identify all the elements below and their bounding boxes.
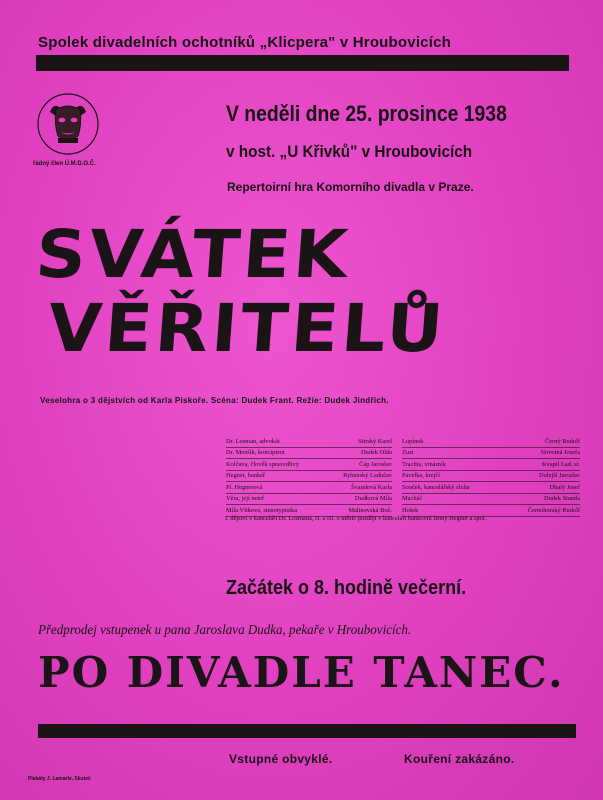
member-caption: řádný člen Ú.M.D.O.Č. bbox=[33, 161, 96, 167]
cast-role: Pavelka, krejčí bbox=[402, 470, 502, 482]
society-heading: Spolek divadelních ochotníků „Klicpera" v Hroubovicích bbox=[38, 34, 451, 51]
cast-row bbox=[226, 436, 392, 447]
cast-role: Macháč bbox=[402, 493, 502, 505]
cast-actor: Novotná Josefa bbox=[502, 447, 580, 459]
bottom-rule bbox=[38, 724, 576, 738]
cast-row bbox=[226, 447, 392, 459]
start-time: Začátek o 8. hodině večerní. bbox=[226, 577, 467, 599]
cast-actor: Rybenský Ladislav bbox=[325, 470, 392, 482]
cast-row bbox=[226, 493, 392, 505]
cast-actor: Dolejší Jaroslav bbox=[502, 470, 580, 482]
cast-actor: Kvapil Lad. st. bbox=[502, 459, 580, 471]
repertoire-note: Repertoirní hra Komorního divadla v Praze. bbox=[227, 180, 474, 194]
entry-fee-note: Vstupné obvyklé. bbox=[229, 752, 333, 766]
cast-actor: Dudek Standa bbox=[502, 493, 580, 505]
cast-actor: Stirský Karel bbox=[325, 436, 392, 447]
cast-row bbox=[226, 459, 392, 471]
scene-note: I. dějství v kanceláři Dr. Losmana, II. a III. o měsíc později v kanceláři bankovní firmy Hegner a spol. bbox=[225, 515, 487, 522]
top-rule bbox=[36, 55, 569, 71]
cast-actor: Švandová Karla bbox=[325, 482, 392, 494]
cast-role: Pí. Hegnerová bbox=[226, 482, 325, 494]
cast-actor: Dbalý Josef bbox=[502, 482, 580, 494]
cast-list-right bbox=[402, 436, 580, 517]
cast-actor: Černý Rudolf bbox=[502, 436, 580, 447]
cast-role: Kolčava, člověk spravedlivý bbox=[226, 459, 325, 471]
cast-role: Trachta, vinárník bbox=[402, 459, 502, 471]
play-title-line1: SVÁTEK bbox=[33, 216, 354, 293]
cast-row bbox=[226, 482, 392, 494]
cast-role: Lupínek bbox=[402, 436, 502, 447]
presale-note: Předprodej vstupenek u pana Jaroslava Dudka, pekaře v Hroubovicích. bbox=[38, 623, 412, 638]
cast-actor: Dudek Olda bbox=[325, 447, 392, 459]
printer-credit: Plakáty J. Lamarle, Skuteč bbox=[28, 776, 91, 782]
no-smoking-note: Kouření zakázáno. bbox=[404, 752, 515, 766]
play-subtitle: Veselohra o 3 dějstvích od Karla Piskoře. Scéna: Dudek Frant. Režie: Dudek Jindřich. bbox=[40, 396, 389, 405]
event-date: V neděli dne 25. prosince 1938 bbox=[226, 101, 507, 126]
cast-row bbox=[226, 470, 392, 482]
cast-role: Zuzi bbox=[402, 447, 502, 459]
cast-row bbox=[402, 447, 580, 459]
cast-role: Hošek bbox=[402, 505, 502, 517]
cast-role: Hegner, bankéř bbox=[226, 470, 325, 482]
event-venue: v host. „U Křivků" v Hroubovicích bbox=[226, 142, 473, 161]
cast-row bbox=[402, 436, 580, 447]
cast-actor: Malinovská Bož. bbox=[325, 505, 392, 517]
cast-role: Dr. Menšík, koncipient bbox=[226, 447, 325, 459]
play-title-line2: VĚŘITELŮ bbox=[45, 290, 449, 367]
cast-row bbox=[402, 470, 580, 482]
cast-row bbox=[402, 493, 580, 505]
cast-role: Souček, kancelářský sluha bbox=[402, 482, 502, 494]
cast-actor: Dudková Míla bbox=[325, 493, 392, 505]
cast-row bbox=[402, 459, 580, 471]
cast-role: Míla Vítková, stenotypistka bbox=[226, 505, 325, 517]
cast-actor: Černohorský Rudolf bbox=[502, 505, 580, 517]
cast-role: Věra, její neteř bbox=[226, 493, 325, 505]
theatre-mask-logo-icon bbox=[36, 92, 100, 156]
cast-row bbox=[402, 482, 580, 494]
dance-announcement: PO DIVADLE TANEC. bbox=[38, 648, 565, 697]
cast-list-left bbox=[226, 436, 392, 517]
cast-role: Dr. Losman, advokát bbox=[226, 436, 325, 447]
cast-actor: Čáp Jaroslav bbox=[325, 459, 392, 471]
